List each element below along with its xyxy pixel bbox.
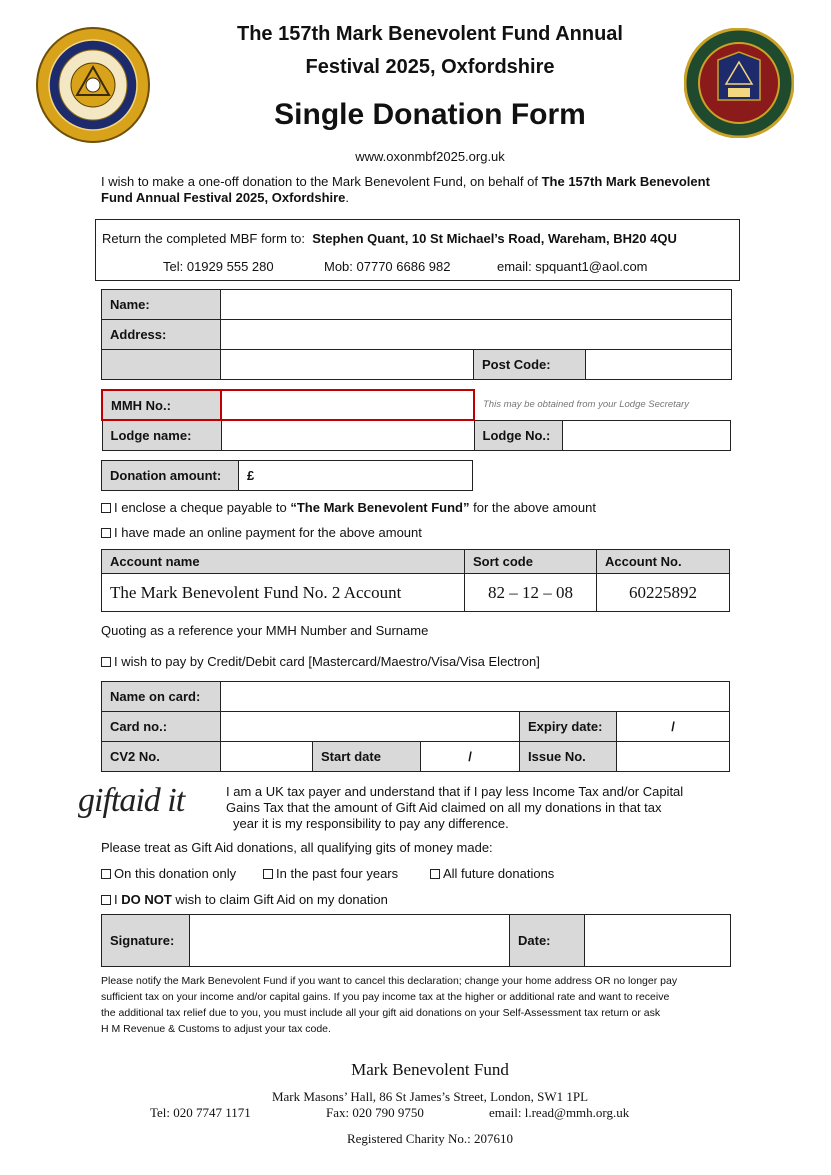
address-field-line-2[interactable] [221,350,474,380]
table-row [102,574,730,612]
name-on-card-label: Name on card: [102,682,221,712]
mmh-no-field[interactable] [221,390,474,420]
giftaid-future-option[interactable] [430,866,554,881]
giftaid-this-label: On this donation only [114,866,237,881]
account-name-value: The Mark Benevolent Fund No. 2 Account [102,574,465,612]
table-row [102,390,730,420]
festival-title-line-1: The 157th Mark Benevolent Fund Annual [237,23,623,45]
notice-line-1: Please notify the Mark Benevolent Fund if you want to cancel this declaration; change your home address OR no longer pay [101,975,678,987]
cv2-label: CV2 No. [102,742,221,772]
expiry-slash: / [671,719,675,734]
website-link[interactable]: www.oxonmbf2025.org.uk [355,149,505,164]
card-details-table [101,681,730,772]
issue-no-field[interactable] [617,742,730,772]
start-slash: / [468,749,472,764]
lodge-name-field[interactable] [221,420,474,450]
mbf-seal-logo [36,27,150,143]
card-no-label: Card no.: [102,712,221,742]
giftaid-notice [101,973,741,1037]
table-row [102,461,473,491]
giftaid-past-checkbox[interactable] [263,869,273,879]
footer-fax: Fax: 020 790 9750 [326,1105,424,1120]
cheque-checkbox[interactable] [101,503,111,513]
giftaid-this-checkbox[interactable] [101,869,111,879]
notice-line-4: H M Revenue & Customs to adjust your tax code. [101,1023,331,1035]
account-no-value: 60225892 [597,574,730,612]
giftaid-no-claim-checkbox[interactable] [101,895,111,905]
intro-plain: I wish to make a one-off donation to the Mark Benevolent Fund, on behalf of [101,174,542,189]
account-name-header: Account name [102,550,465,574]
return-label: Return the completed MBF form to: [102,231,306,246]
return-address: Stephen Quant, 10 St Michael’s Road, Wareham, BH20 4QU [312,231,677,246]
cheque-suffix: for the above amount [469,500,596,515]
return-line [102,231,742,247]
address-label-spacer [102,350,221,380]
form-title: Single Donation Form [274,98,586,131]
giftaid-declaration [226,784,736,832]
footer-tel: Tel: 020 7747 1171 [150,1105,251,1120]
footer-address: Mark Masons’ Hall, 86 St James’s Street, London, SW1 1PL [271,1089,589,1104]
online-checkbox[interactable] [101,528,111,538]
giftaid-future-label: All future donations [443,866,555,881]
expiry-date-field[interactable] [617,712,730,742]
expiry-date-label: Expiry date: [520,712,617,742]
table-row [102,550,730,574]
online-option[interactable] [101,525,422,540]
start-date-label: Start date [313,742,421,772]
signature-label: Signature: [102,915,190,967]
notice-line-2: sufficient tax on your income and/or capital gains. If you pay income tax at the higher or additional rate and want to receive [101,991,670,1003]
post-code-label: Post Code: [474,350,586,380]
name-field[interactable] [221,290,732,320]
giftaid-line-3: year it is my responsibility to pay any difference. [233,816,509,831]
intro-text [101,174,741,206]
mmh-hint: This may be obtained from your Lodge Secretary [483,399,689,411]
return-mob: Mob: 07770 6686 982 [324,259,451,274]
giftaid-line-1: I am a UK tax payer and understand that if I pay less Income Tax and/or Capital [226,784,684,799]
start-date-field[interactable] [421,742,520,772]
table-row [102,320,732,350]
no-claim-bold: DO NOT [121,892,172,907]
footer-org: Mark Benevolent Fund [351,1060,509,1079]
giftaid-no-claim-option[interactable] [101,892,388,907]
table-row [102,742,730,772]
address-label: Address: [102,320,221,350]
no-claim-prefix: I [114,892,122,907]
giftaid-past-label: In the past four years [276,866,399,881]
signature-table [101,914,731,967]
date-field[interactable] [585,915,731,967]
intro-end: . [345,190,350,205]
donation-amount-table [101,460,473,491]
currency-symbol: £ [247,468,255,483]
return-tel: Tel: 01929 555 280 [163,259,274,274]
table-row [102,682,730,712]
no-claim-suffix: wish to claim Gift Aid on my donation [171,892,388,907]
intro-bold: The 157th Mark Benevolent Fund Annual Festival 2025, Oxfordshire [101,174,710,205]
card-no-field[interactable] [221,712,520,742]
signature-field[interactable] [190,915,510,967]
date-label: Date: [510,915,585,967]
giftaid-this-option[interactable] [101,866,236,881]
giftaid-logo: giftaid it [78,782,185,819]
issue-no-label: Issue No. [520,742,617,772]
cv2-field[interactable] [221,742,313,772]
lodge-no-field[interactable] [562,420,730,450]
donation-amount-label: Donation amount: [102,461,239,491]
card-option-label: I wish to pay by Credit/Debit card [Mastercard/Maestro/Visa/Visa Electron] [114,654,540,669]
footer-charity-no: Registered Charity No.: 207610 [346,1131,514,1146]
mbf-seal-graphic [36,27,150,143]
notice-line-3: the additional tax relief due to you, you must include all your gift aid donations on your Self-Assessment tax return or ask [101,1007,661,1019]
card-checkbox[interactable] [101,657,111,667]
bank-details-table [101,549,730,612]
return-address-box [95,219,740,281]
giftaid-past-option[interactable] [263,866,398,881]
lodge-details-table [101,389,731,451]
donation-amount-field[interactable] [239,461,473,491]
giftaid-line-2: Gains Tax that the amount of Gift Aid claimed on all my donations in that tax [226,800,662,815]
cheque-option[interactable] [101,500,596,515]
sort-code-header: Sort code [465,550,597,574]
post-code-field[interactable] [586,350,732,380]
festival-title-line-2: Festival 2025, Oxfordshire [305,56,555,78]
cheque-payee: “The Mark Benevolent Fund” [290,500,470,515]
card-option[interactable] [101,654,540,669]
account-no-header: Account No. [597,550,730,574]
table-row [102,350,732,380]
address-field-line-1[interactable] [221,320,732,350]
return-email: email: spquant1@aol.com [497,259,648,274]
reference-note: Quoting as a reference your MMH Number and Surname [101,623,429,638]
table-row [102,915,731,967]
name-label: Name: [102,290,221,320]
table-row [102,712,730,742]
sort-code-value: 82 – 12 – 08 [465,574,597,612]
cheque-prefix: I enclose a cheque payable to [114,500,291,515]
lodge-name-label: Lodge name: [102,420,221,450]
name-on-card-field[interactable] [221,682,730,712]
table-row [102,420,730,450]
footer-email[interactable]: email: l.read@mmh.org.uk [489,1105,630,1120]
giftaid-future-checkbox[interactable] [430,869,440,879]
lodge-no-label: Lodge No.: [474,420,562,450]
personal-details-table [101,289,732,380]
giftaid-please-treat: Please treat as Gift Aid donations, all qualifying gits of money made: [101,840,493,855]
table-row [102,290,732,320]
mmh-no-label: MMH No.: [102,390,221,420]
online-label: I have made an online payment for the above amount [114,525,422,540]
